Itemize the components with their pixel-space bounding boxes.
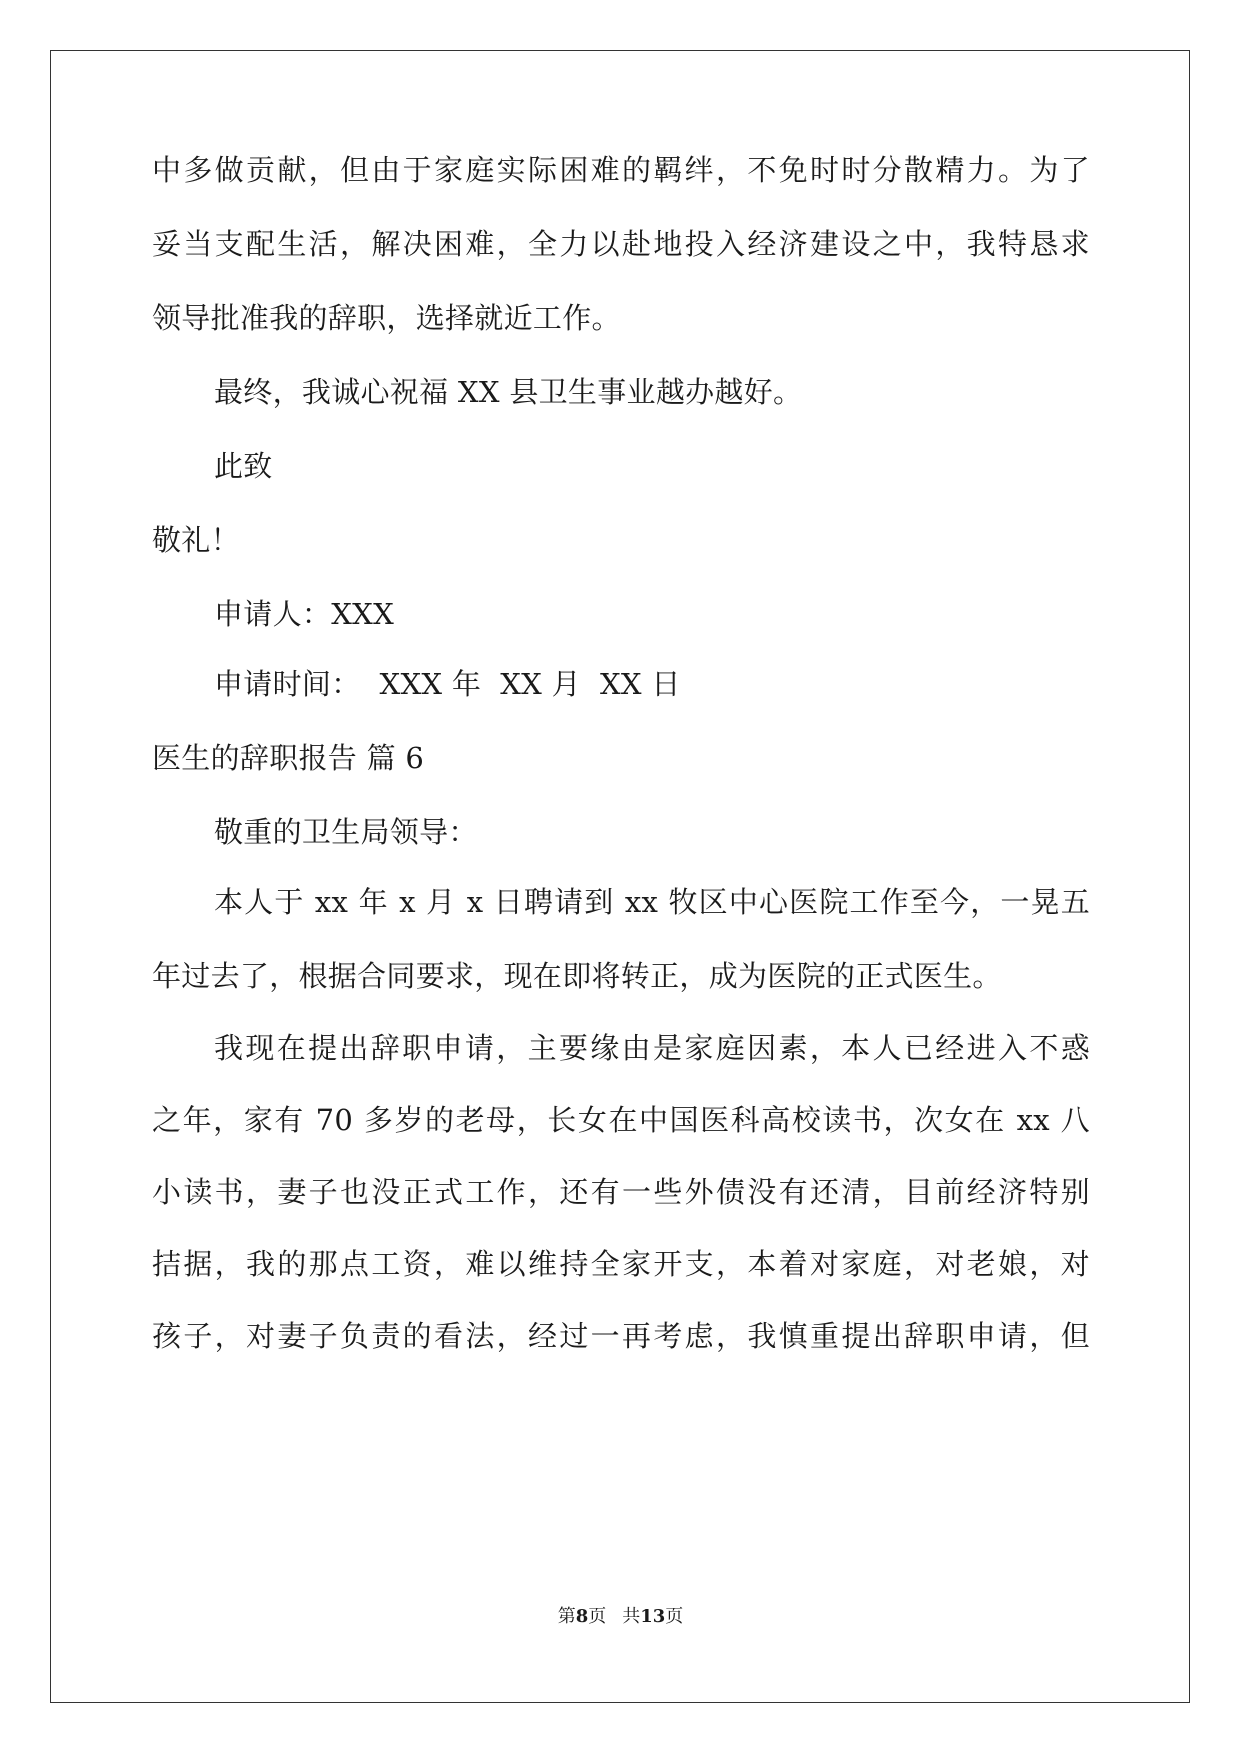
body-line: 本人于 xx 年 x 月 x 日聘请到 xx 牧区中心医院工作至今，一晃五 bbox=[214, 885, 1090, 919]
body-line: 孩子，对妻子负责的看法，经过一再考虑，我慎重提出辞职申请，但 bbox=[152, 1319, 1090, 1353]
page-total-number: 13 bbox=[640, 1606, 666, 1627]
page-middle: 页 bbox=[588, 1606, 607, 1627]
applicant-line: 申请人：XXX bbox=[214, 597, 395, 631]
body-line: 我现在提出辞职申请，主要缘由是家庭因素，本人已经进入不惑 bbox=[214, 1031, 1090, 1065]
page-current-number: 8 bbox=[575, 1606, 589, 1627]
application-date-line: 申请时间： XXX 年 XX 月 XX 日 bbox=[214, 667, 681, 701]
closing-regards: 敬礼！ bbox=[152, 523, 240, 557]
section-heading: 医生的辞职报告 篇 6 bbox=[152, 741, 425, 775]
body-line: 最终，我诚心祝福 XX 县卫生事业越办越好。 bbox=[214, 375, 803, 409]
letter-greeting: 敬重的卫生局领导： bbox=[214, 815, 478, 849]
body-line: 妥当支配生活，解决困难，全力以赴地投入经济建设之中，我特恳求 bbox=[152, 227, 1090, 261]
body-line: 年过去了，根据合同要求，现在即将转正，成为医院的正式医生。 bbox=[152, 959, 1002, 993]
page-footer bbox=[0, 1605, 1241, 1629]
total-suffix: 页 bbox=[665, 1606, 684, 1627]
body-line: 领导批准我的辞职，选择就近工作。 bbox=[152, 301, 621, 335]
body-line: 中多做贡献，但由于家庭实际困难的羁绊，不免时时分散精力。为了 bbox=[152, 153, 1090, 187]
total-prefix: 共 bbox=[622, 1606, 641, 1627]
page-prefix: 第 bbox=[557, 1606, 576, 1627]
body-line: 拮据，我的那点工资，难以维持全家开支，本着对家庭，对老娘，对 bbox=[152, 1247, 1090, 1281]
body-line: 小读书，妻子也没正式工作，还有一些外债没有还清，目前经济特别 bbox=[152, 1175, 1090, 1209]
closing-salutation: 此致 bbox=[214, 449, 273, 483]
body-line: 之年，家有 70 多岁的老母，长女在中国医科高校读书，次女在 xx 八 bbox=[152, 1103, 1090, 1137]
